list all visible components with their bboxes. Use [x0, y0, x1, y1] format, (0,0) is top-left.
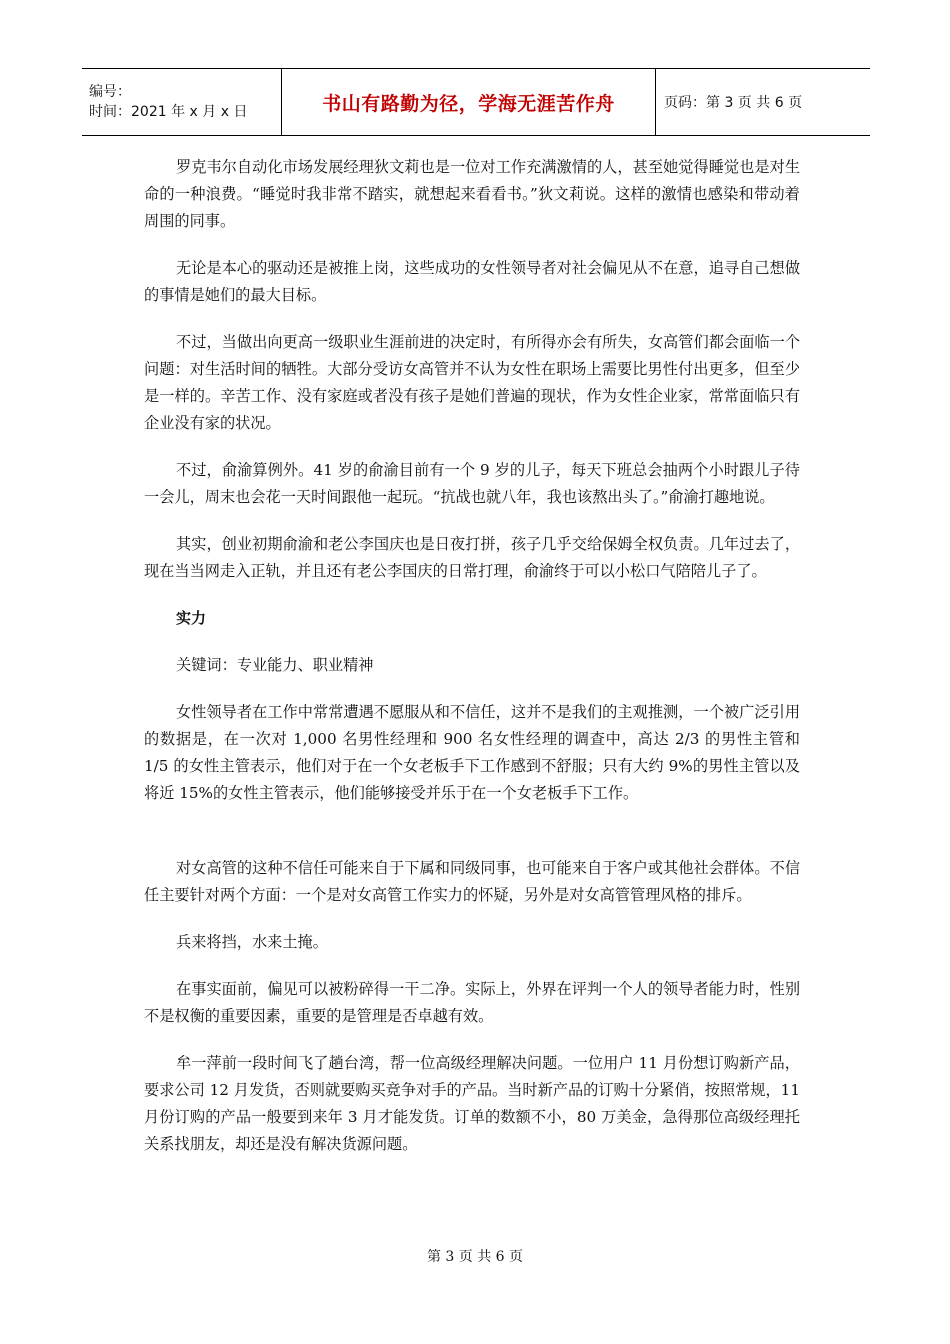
keywords-line: 关键词：专业能力、职业精神: [176, 656, 374, 674]
paragraph: 无论是本心的驱动还是被推上岗，这些成功的女性领导者对社会偏见从不在意，追寻自己想做的事情是她们的最大目标。: [144, 259, 800, 304]
paragraph: 女性领导者在工作中常常遭遇不愿服从和不信任，这并不是我们的主观推测，一个被广泛引用的数据是，在一次对 1,000 名男性经理和 900 名女性经理的调查中，高达 2/3 的男性主管和 1/5 的女性主管表示，他们对于在一个女老板手下工作感到不舒服；只有大约 9%的男性主管以及将近 15%的女性主管表示，他们能够接受并乐于在一个女老板手下工作。: [144, 703, 800, 802]
section-heading: 实力: [176, 609, 207, 627]
page-footer: [0, 1246, 950, 1266]
number-label: 编号：: [89, 84, 131, 100]
paragraph: 罗克韦尔自动化市场发展经理狄文莉也是一位对工作充满激情的人，甚至她觉得睡觉也是对生命的一种浪费。“睡觉时我非常不踏实，就想起来看看书。”狄文莉说。这样的激情也感染和带动着周围的同事。: [144, 158, 800, 230]
page-header: [82, 68, 870, 136]
paragraph: 兵来将挡，水来土掩。: [176, 933, 328, 951]
paragraph: 不过，当做出向更高一级职业生涯前进的决定时，有所得亦会有所失，女高管们都会面临一个问题：对生活时间的牺牲。大部分受访女高管并不认为女性在职场上需要比男性付出更多，但至少是一样的。辛苦工作、没有家庭或者没有孩子是她们普遍的现状，作为女性企业家，常常面临只有企业没有家的状况。: [144, 333, 800, 432]
paragraph: 其实，创业初期俞渝和老公李国庆也是日夜打拼，孩子几乎交给保姆全权负责。几年过去了，现在当当网走入正轨，并且还有老公李国庆的日常打理，俞渝终于可以小松口气陪陪儿子了。: [144, 535, 800, 580]
header-meta: [82, 69, 282, 135]
time-label: 时间：2021 年 x 月 x 日: [89, 104, 248, 120]
header-page-info-cell: [656, 69, 870, 135]
paragraph: 对女高管的这种不信任可能来自于下属和同级同事，也可能来自于客户或其他社会群体。不信任主要针对两个方面：一个是对女高管工作实力的怀疑，另外是对女高管管理风格的排斥。: [144, 859, 800, 904]
document-body: [144, 154, 800, 1178]
header-motto-cell: [282, 69, 656, 135]
footer-page-number: 第 3 页 共 6 页: [426, 1249, 524, 1265]
page-info: 页码：第 3 页 共 6 页: [664, 95, 803, 111]
paragraph: 牟一萍前一段时间飞了趟台湾，帮一位高级经理解决问题。一位用户 11 月份想订购新产品，要求公司 12 月发货，否则就要购买竞争对手的产品。当时新产品的订购十分紧俏，按照常规，11 月份订购的产品一般要到来年 3 月才能发货。订单的数额不小，80 万美金，急得那位高级经理托关系找朋友，却还是没有解决货源问题。: [144, 1054, 800, 1153]
motto: 书山有路勤为径，学海无涯苦作舟: [322, 92, 615, 115]
blank-line: [144, 827, 800, 855]
paragraph: 在事实面前，偏见可以被粉碎得一干二净。实际上，外界在评判一个人的领导者能力时，性别不是权衡的重要因素，重要的是管理是否卓越有效。: [144, 980, 800, 1025]
paragraph: 不过，俞渝算例外。41 岁的俞渝目前有一个 9 岁的儿子，每天下班总会抽两个小时跟儿子待一会儿，周末也会花一天时间跟他一起玩。“抗战也就八年，我也该熬出头了。”俞渝打趣地说。: [144, 461, 800, 506]
